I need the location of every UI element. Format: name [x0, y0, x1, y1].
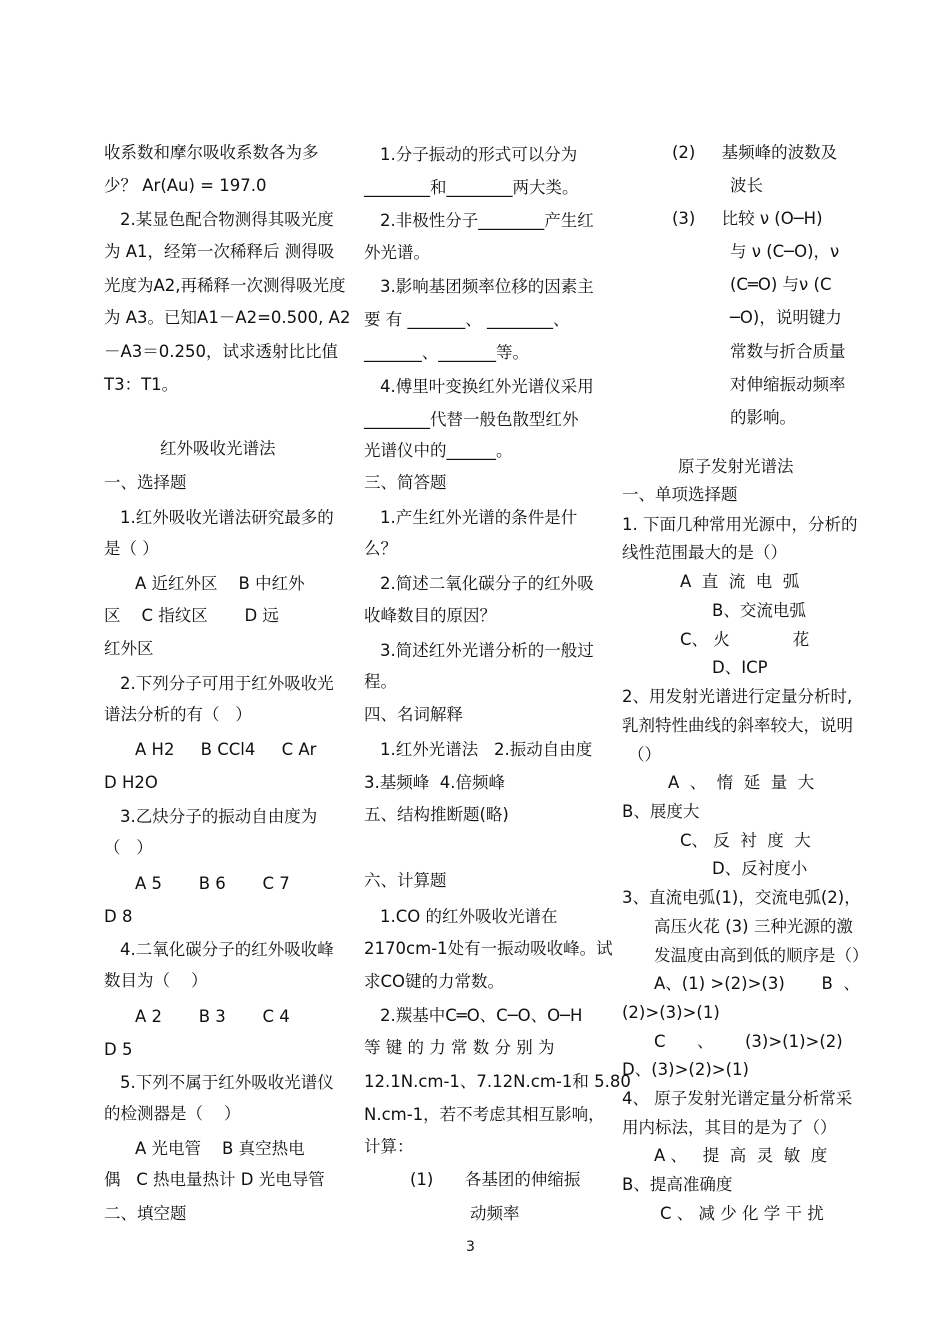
text-line: N.cm-1，若不考虑其相互影响， [364, 1105, 605, 1124]
text-line: 2170cm-1处有一振动吸收峰。试 [364, 939, 613, 958]
text-line: A、(1) >(2)>(3) B 、 [654, 974, 860, 993]
text-line: D H2O [104, 773, 158, 792]
text-line: 2.简述二氧化碳分子的红外吸 [380, 574, 594, 593]
text-line: 2、用发射光谱进行定量分析时, [622, 687, 853, 706]
text-line: 计算： [364, 1137, 414, 1156]
text-line: 12.1N.cm-1、7.12N.cm-1和 5.80 [364, 1072, 631, 1091]
section-heading: 四、名词解释 [364, 705, 463, 724]
text-line: 2.下列分子可用于红外吸收光 [120, 674, 334, 693]
text-line: 收系数和摩尔吸收系数各为多 [104, 143, 319, 162]
text-line: C、 反 衬 度 大 [680, 831, 811, 850]
text-line: 区 C 指纹区 D 远 [104, 606, 279, 625]
text-line: 常数与折合质量 [730, 342, 846, 361]
text-line: 为 A1，经第一次稀释后 测得吸 [104, 242, 335, 261]
text-line: 1. 下面几种常用光源中，分析的 [622, 515, 858, 534]
text-line: －A3＝0.250，试求透射比比值 [104, 342, 339, 361]
section-heading: 五、结构推断题(略) [364, 805, 509, 824]
text-line: 2.羰基中C═O、C─O、O─H [380, 1006, 583, 1025]
text-line: D、反衬度小 [712, 859, 808, 878]
text-line: 1.产生红外光谱的条件是什 [380, 508, 578, 527]
text-line: 光谱仪中的______。 [364, 441, 513, 460]
text-line: 3.基频峰 4.倍频峰 [364, 773, 505, 792]
text-line: ________代替一般色散型红外 [364, 410, 579, 429]
text-line: 3、直流电弧(1)，交流电弧(2)， [622, 888, 861, 907]
text-line: 3.乙炔分子的振动自由度为 [120, 807, 318, 826]
text-line: ________和________两大类。 [364, 178, 579, 197]
text-line: 线性范围最大的是（） [622, 543, 787, 562]
section-heading: 一、单项选择题 [622, 485, 738, 504]
text-line: 2.非极性分子________产生红 [380, 211, 594, 230]
text-line: A H2 B CCl4 C Ar [135, 740, 317, 759]
page-number: 3 [466, 1239, 475, 1255]
text-line: 1.红外吸收光谱法研究最多的 [120, 508, 334, 527]
text-line: A 5 B 6 C 7 [135, 874, 290, 893]
text-line: 的检测器是（ ） [104, 1104, 241, 1123]
text-line: B、展度大 [622, 802, 700, 821]
text-line: 为 A3。已知A1－A2=0.500, A2 [104, 308, 351, 327]
text-line: A 、 惰 延 量 大 [668, 773, 815, 792]
section-heading: 原子发射光谱法 [678, 457, 794, 476]
text-line: 1.分子振动的形式可以分为 [380, 145, 578, 164]
text-line: 求CO键的力常数。 [364, 972, 505, 991]
text-line: 程。 [364, 672, 397, 691]
text-line: 要 有 _______、 ________、 [364, 310, 570, 329]
text-line: 少？ Ar(Au) = 197.0 [104, 176, 267, 195]
text-line: ─O)，说明键力 [730, 308, 842, 327]
text-line: (C═O) 与ν (C [730, 275, 832, 294]
text-line: D 5 [104, 1040, 133, 1059]
text-line: 1.CO 的红外吸收光谱在 [380, 907, 558, 926]
text-line: C 、 减 少 化 学 干 扰 [660, 1204, 824, 1223]
text-line: 高压火花 (3) 三种光源的激 [654, 917, 853, 936]
text-line: (3) 比较 ν (O─H) [672, 209, 823, 228]
text-line: C 、 (3)>(1)>(2) [654, 1032, 843, 1051]
section-heading: 一、选择题 [104, 473, 187, 492]
text-line: (1) 各基团的伸缩振 [410, 1170, 581, 1189]
text-line: 3.影响基团频率位移的因素主 [380, 277, 594, 296]
text-line: 乳剂特性曲线的斜率较大，说明 [622, 716, 853, 735]
section-heading: 六、计算题 [364, 871, 447, 890]
text-line: D、(3)>(2)>(1) [622, 1060, 749, 1079]
text-line: 偶 C 热电量热计 D 光电导管 [104, 1170, 325, 1189]
text-line: 2.某显色配合物测得其吸光度 [120, 210, 334, 229]
text-line: 4.二氧化碳分子的红外吸收峰 [120, 940, 334, 959]
text-line: 对伸缩振动频率 [730, 375, 846, 394]
text-line: 的影响。 [730, 408, 796, 427]
text-line: A 2 B 3 C 4 [135, 1007, 290, 1026]
text-line: （） [628, 745, 661, 764]
text-line: 3.简述红外光谱分析的一般过 [380, 641, 594, 660]
text-line: 等 键 的 力 常 数 分 别 为 [364, 1038, 555, 1057]
text-line: T3：T1。 [104, 375, 179, 394]
text-line: 用内标法，其目的是为了（） [622, 1118, 837, 1137]
text-line: 波长 [730, 176, 763, 195]
text-line: C、 火 花 [680, 630, 810, 649]
text-line: 红外区 [104, 639, 154, 658]
text-line: A 近红外区 B 中红外 [135, 574, 305, 593]
text-line: 谱法分析的有（ ） [104, 705, 252, 724]
text-line: 发温度由高到低的顺序是（） [654, 946, 869, 965]
text-line: (2) 基频峰的波数及 [672, 143, 838, 162]
text-line: 动频率 [470, 1204, 520, 1223]
text-line: 1.红外光谱法 2.振动自由度 [380, 740, 593, 759]
text-line: 数目为（ ） [104, 971, 208, 990]
text-line: B、交流电弧 [712, 601, 806, 620]
text-line: A 光电管 B 真空热电 [135, 1139, 305, 1158]
text-line: 4、 原子发射光谱定量分析常采 [622, 1089, 853, 1108]
text-line: 是（ ） [104, 539, 159, 558]
section-heading: 二、填空题 [104, 1204, 187, 1223]
text-line: 光度为A2,再稀释一次测得吸光度 [104, 276, 346, 295]
text-line: 么？ [364, 539, 397, 558]
section-heading: 红外吸收光谱法 [160, 439, 276, 458]
text-line: （ ） [104, 838, 153, 857]
text-line: 5.下列不属于红外吸收光谱仪 [120, 1073, 334, 1092]
text-line: A 直 流 电 弧 [680, 572, 800, 591]
text-line: (2)>(3)>(1) [622, 1003, 720, 1022]
text-line: A 、 提 高 灵 敏 度 [654, 1146, 828, 1165]
text-line: 收峰数目的原因？ [364, 606, 496, 625]
section-heading: 三、简答题 [364, 473, 447, 492]
text-line: B、提高准确度 [622, 1175, 733, 1194]
text-line: 与 ν (C─O)，ν [730, 242, 840, 261]
text-line: D、ICP [712, 658, 768, 677]
text-line: D 8 [104, 907, 133, 926]
text-line: 4.傅里叶变换红外光谱仪采用 [380, 377, 594, 396]
text-line: _______、_______等。 [364, 343, 529, 362]
text-line: 外光谱。 [364, 243, 430, 262]
